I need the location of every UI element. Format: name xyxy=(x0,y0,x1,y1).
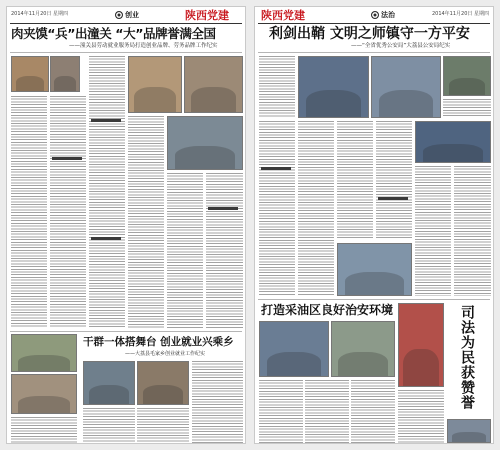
left-masthead: 陕西党建 xyxy=(185,9,229,22)
photo xyxy=(415,121,491,163)
left-newspaper-page xyxy=(6,6,246,444)
photo xyxy=(184,56,243,113)
body-text-column xyxy=(337,121,373,240)
divider xyxy=(10,52,242,53)
photo xyxy=(137,361,189,405)
body-text-column xyxy=(298,121,334,296)
photo xyxy=(337,243,412,296)
right-page-date: 2014年11月20日 星期四 xyxy=(431,11,489,17)
subhead-marker xyxy=(208,207,238,210)
right-lower-headline: 打造采油区良好治安环境 xyxy=(261,303,394,317)
left-page-date: 2014年11月20日 星期四 xyxy=(11,11,69,17)
left-subheadline: ——潼关县劳动就业服务局打造创业品牌、劳务品牌工作纪实 xyxy=(69,43,218,49)
body-text-column xyxy=(415,166,451,296)
circle-icon xyxy=(115,11,123,19)
header-rule xyxy=(10,23,242,24)
circle-icon xyxy=(371,11,379,19)
body-text-column xyxy=(206,173,243,328)
body-text-column xyxy=(351,380,395,443)
body-text-column xyxy=(11,417,77,443)
body-text-column xyxy=(259,121,295,296)
right-newspaper-page xyxy=(254,6,494,444)
body-text-column xyxy=(50,96,86,328)
body-text-column xyxy=(11,96,47,328)
subhead-marker xyxy=(52,157,82,160)
right-section-tab xyxy=(371,10,395,20)
left-headline: 肉夹馍“兵”出潼关 “大”品牌誉满全国 xyxy=(11,26,216,41)
photo xyxy=(371,56,441,118)
photo xyxy=(447,419,491,443)
body-text-column xyxy=(259,380,303,443)
body-text-column xyxy=(305,380,349,443)
subhead-marker xyxy=(91,237,121,240)
left-section-tab xyxy=(115,10,139,20)
photo xyxy=(298,56,369,118)
photo xyxy=(128,56,182,113)
body-text-column xyxy=(443,99,491,118)
right-headline: 利剑出鞘 文明之师镇守一方平安 xyxy=(269,26,470,42)
body-text-column xyxy=(454,166,491,296)
body-text-column xyxy=(83,408,135,443)
left-bottom-subheadline: ——大荔县毛家乡创业就业工作纪实 xyxy=(125,351,206,357)
body-text-column xyxy=(398,390,444,443)
photo xyxy=(11,374,77,414)
subhead-marker xyxy=(378,197,408,200)
body-text-column xyxy=(137,408,189,443)
photo xyxy=(83,361,135,405)
photo xyxy=(11,56,49,92)
photo xyxy=(398,303,444,387)
right-section-label: 法治 xyxy=(381,11,395,19)
body-text-column xyxy=(128,116,164,328)
section-divider xyxy=(10,331,242,332)
body-text-column xyxy=(259,56,295,118)
section-divider xyxy=(258,299,490,300)
left-section-label: 创业 xyxy=(125,11,139,19)
subhead-marker xyxy=(261,167,291,170)
header-rule xyxy=(258,23,490,24)
body-text-column xyxy=(89,56,125,328)
photo xyxy=(50,56,80,92)
photo xyxy=(259,321,329,377)
photo xyxy=(443,56,491,96)
divider xyxy=(258,52,490,53)
body-text-column xyxy=(167,173,203,328)
right-masthead: 陕西党建 xyxy=(261,9,305,22)
photo xyxy=(331,321,395,377)
photo xyxy=(11,334,77,372)
subhead-marker xyxy=(91,119,121,122)
left-bottom-headline: 干群一体搭舞台 创业就业兴乘乡 xyxy=(83,336,234,348)
photo xyxy=(167,116,243,170)
right-subheadline: ——“全省优秀公安局”大荔县公安局纪实 xyxy=(351,43,451,49)
body-text-column xyxy=(192,361,243,443)
right-side-headline: 司法为民获赞誉 xyxy=(459,305,475,410)
body-text-column xyxy=(376,121,412,240)
